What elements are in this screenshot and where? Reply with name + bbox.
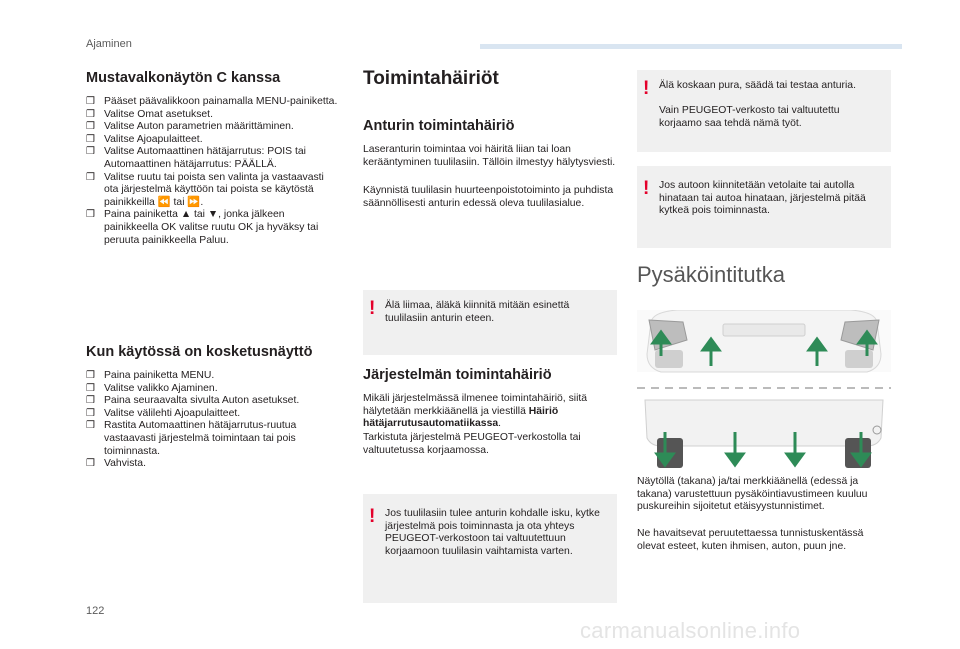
steps-list-touch [86,370,340,471]
steps-list-bw [86,96,340,247]
list-item: ❒ Valitse ruutu tai poista sen valinta ja vastaavasti ota järjestelmä käyttöön tai poista se käytöstä painikkeilla ⏪ tai ⏩. [86,171,324,208]
list-item: ❒ Valitse välilehti Ajoapulaitteet. [86,407,241,419]
warning-text: Älä liimaa, äläkä kiinnitä mitään esinettä tuulilasiin anturin eteen. [385,300,570,324]
header-section-label: Ajaminen [86,38,132,50]
paragraph-parking-1: Näytöllä (takana) ja/tai merkkiäänellä (edessä ja takana) varustettuun pysäköintiavustimeen kuuluu puskureihin sijoitetut etäisyystunnistimet. [637,476,868,513]
paragraph-system-1: Mikäli järjestelmässä ilmenee toimintahäiriö, siitä hälytetään merkkiäänellä ja viestillä Häiriö hätäjarrutusautomatiikassa. [363,393,588,430]
list-item: ❒ Paina painiketta MENU. [86,370,215,381]
paragraph-parking-2: Ne havaitsevat peruutettaessa tunnistuskentässä olevat esteet, kuten ihmisen, auton, puun jne. [637,528,864,552]
list-item: ❒ Pääset päävalikkoon painamalla MENU-painiketta. [86,96,338,107]
list-item: ❒ Valitse Omat asetukset. [86,108,213,120]
list-item: ❒ Paina seuraavalta sivulta Auton asetukset. [86,395,300,407]
warning-box [363,290,617,355]
warning-icon: ! [369,298,376,319]
header-bar [480,44,902,49]
section-title-bw-display: Mustavalkonäytön C kanssa [86,70,281,86]
watermark: carmanualsonline.info [580,618,801,643]
warning-box [637,166,891,248]
list-item: ❒ Valitse Auton parametrien määrittäminen. [86,121,294,133]
list-item: ❒ Valitse valikko Ajaminen. [86,382,218,394]
list-item: ❒ Paina painiketta ▲ tai ▼, jonka jälkeen painikkeella OK valitse ruutu OK ja hyväksy tai peruuta painikkeella Paluu. [86,209,319,246]
warning-text: Vain PEUGEOT-verkosto tai valtuutettu korjaamo saa tehdä nämä työt. [659,105,840,129]
section-title-parking-sensors: Pysäköintitutka [637,262,785,287]
front-bumper-illustration [637,310,891,372]
warning-text: Älä koskaan pura, säädä tai testaa anturia. [659,80,856,91]
paragraph-sensor-1: Laseranturin toimintaa voi häiritä liian tai loan kerääntyminen tuulilasiin. Tällöin ilmestyy hälytysviesti. [363,144,616,168]
list-item: ❒ Valitse Ajoapulaitteet. [86,133,203,145]
paragraph-sensor-2: Käynnistä tuulilasin huurteenpoistotoiminto ja puhdista säännöllisesti anturin edessä oleva tuulilasialue. [363,185,614,209]
section-title-touchscreen: Kun käytössä on kosketusnäyttö [86,344,313,360]
parking-sensor-diagram [637,310,891,470]
warning-text: Jos tuulilasiin tulee anturin kohdalle isku, kytke järjestelmä pois toiminnasta ja ota yhteys PEUGEOT-verkostoon tai valtuutettuun korjaamoon tuulilasin vaihtamista varten. [385,508,600,557]
warning-icon: ! [643,178,650,199]
warning-icon: ! [643,78,650,99]
warning-box [363,494,617,603]
list-item: ❒ Rastita Automaattinen hätäjarrutus-ruutua vastaavasti järjestelmä toimintaan tai pois toiminnasta. [86,420,297,457]
paragraph-system-2: Tarkistuta järjestelmä PEUGEOT-verkostolla tai valtuutetussa korjaamossa. [363,432,581,456]
warning-text: Jos autoon kiinnitetään vetolaite tai autolla hinataan tai autoa hinataan, järjestelmä pitää kytkeä pois toiminnasta. [659,180,866,217]
page-number: 122 [86,605,105,617]
rear-bumper-illustration [645,400,883,468]
subsection-title-system: Järjestelmän toimintahäiriö [363,367,552,383]
warning-box [637,70,891,152]
warning-icon: ! [369,506,376,527]
section-title-malfunctions: Toimintahäiriöt [363,68,499,89]
list-item: ❒ Vahvista. [86,458,146,470]
list-item: ❒ Valitse Automaattinen hätäjarrutus: POIS tai Automaattinen hätäjarrutus: PÄÄLLÄ. [86,146,306,170]
subsection-title-sensor: Anturin toimintahäiriö [363,118,515,134]
